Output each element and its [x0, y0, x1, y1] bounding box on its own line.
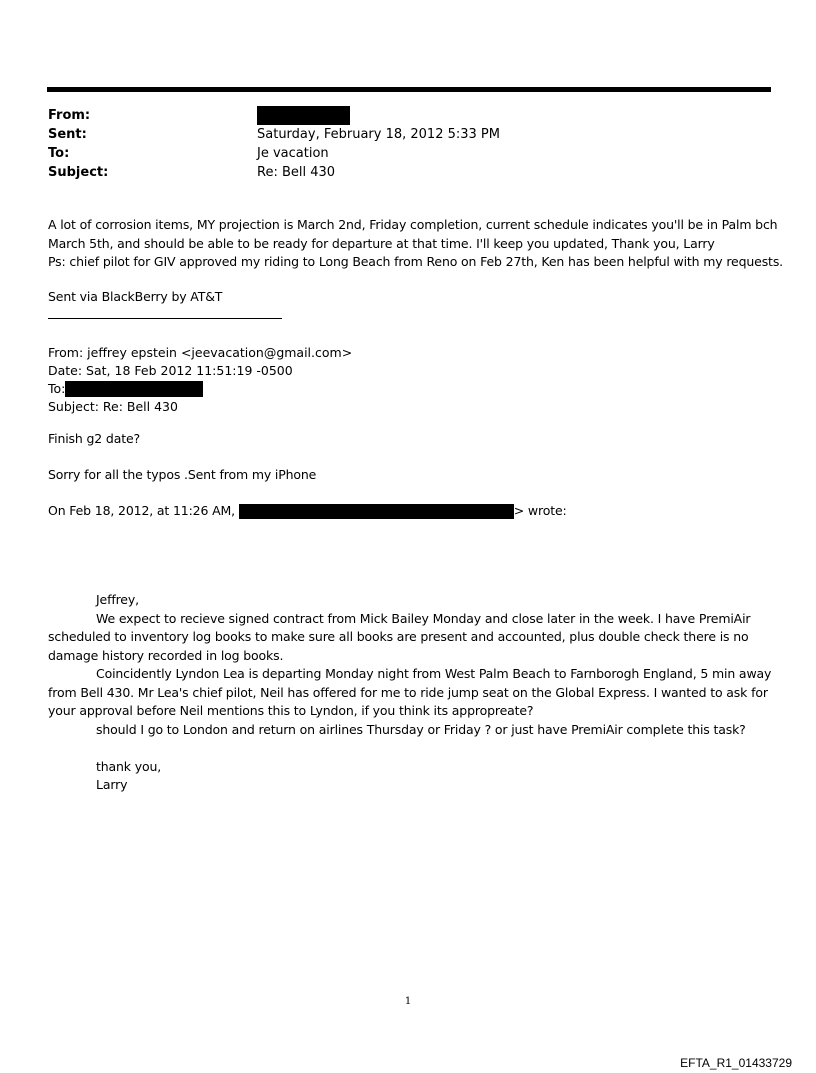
from-label: From:: [48, 108, 91, 123]
letter-line: should I go to London and return on airlines Thursday or Friday ? or just have PremiAir complete this task?: [96, 721, 746, 737]
message-line: Sorry for all the typos .Sent from my iPhone: [48, 467, 317, 482]
quoted-date: Date: Sat, 18 Feb 2012 11:51:19 -0500: [48, 363, 293, 378]
to-row: [48, 144, 768, 163]
quoted-subject: Subject: Re: Bell 430: [48, 399, 178, 414]
from-row: [48, 106, 768, 125]
sent-row: [48, 125, 768, 144]
sent-value: Saturday, February 18, 2012 5:33 PM: [257, 127, 500, 142]
redaction-bar: [65, 381, 203, 397]
document-id: EFTA_R1_01433729: [680, 1056, 792, 1070]
body-line: A lot of corrosion items, MY projection is March 2nd, Friday completion, current schedule indicates you'll be in Palm bch: [48, 217, 778, 232]
redaction-bar: [257, 106, 350, 125]
subject-row: [48, 163, 768, 182]
quoted-to-label: To:: [48, 381, 66, 396]
on-wrote-suffix: > wrote:: [513, 503, 567, 518]
signature-block: [48, 288, 778, 307]
sent-label: Sent:: [48, 127, 87, 142]
body-line: March 5th, and should be able to be ready for departure at that time. I'll keep you updated, Thank you, Larry: [48, 235, 715, 251]
email-header: [48, 106, 768, 182]
to-value: Je vacation: [257, 146, 329, 161]
letter-body: [48, 591, 778, 795]
to-label: To:: [48, 146, 70, 161]
subject-label: Subject:: [48, 165, 109, 180]
subject-value: Re: Bell 430: [257, 165, 336, 180]
signer-name: Larry: [96, 777, 128, 792]
letter-line: Coincidently Lyndon Lea is departing Monday night from West Palm Beach to Farnborogh England, 5 min away: [96, 666, 772, 681]
body-line: Ps: chief pilot for GIV approved my riding to Long Beach from Reno on Feb 27th, Ken has been helpful with my requests.: [48, 254, 783, 269]
iphone-signature: [48, 466, 778, 485]
redaction-bar: [239, 504, 514, 519]
letter-line: your approval before Neil mentions this to Lyndon, if you think its appropreate?: [48, 703, 534, 718]
spacer: [48, 739, 778, 758]
greeting: Jeffrey,: [96, 592, 139, 607]
quoted-header: [48, 344, 352, 416]
letter-line: scheduled to inventory log books to make sure all books are present and accounted, plus double check there is no: [48, 629, 749, 644]
page-number: 1: [404, 996, 412, 1007]
on-wrote-prefix: On Feb 18, 2012, at 11:26 AM,: [48, 503, 235, 518]
quoted-message: [48, 430, 778, 449]
quoted-to: [48, 380, 352, 398]
on-wrote-text: [48, 502, 778, 521]
letter-line: damage history recorded in log books.: [48, 647, 284, 663]
header-rule: [47, 87, 771, 92]
signature-divider: [48, 318, 282, 319]
closing: thank you,: [96, 758, 162, 774]
message-line: Finish g2 date?: [48, 431, 140, 446]
on-wrote-line: [48, 502, 778, 521]
quoted-from: From: jeffrey epstein <jeevacation@gmail.com>: [48, 345, 353, 360]
letter-line: We expect to recieve signed contract from Mick Bailey Monday and close later in the week. I have PremiAir: [96, 610, 751, 626]
signature-text: Sent via BlackBerry by AT&T: [48, 289, 223, 304]
from-value: [257, 106, 768, 125]
email-body: [48, 216, 783, 272]
letter-line: from Bell 430. Mr Lea's chief pilot, Neil has offered for me to ride jump seat on the Global Express. I wanted to ask for: [48, 684, 768, 700]
